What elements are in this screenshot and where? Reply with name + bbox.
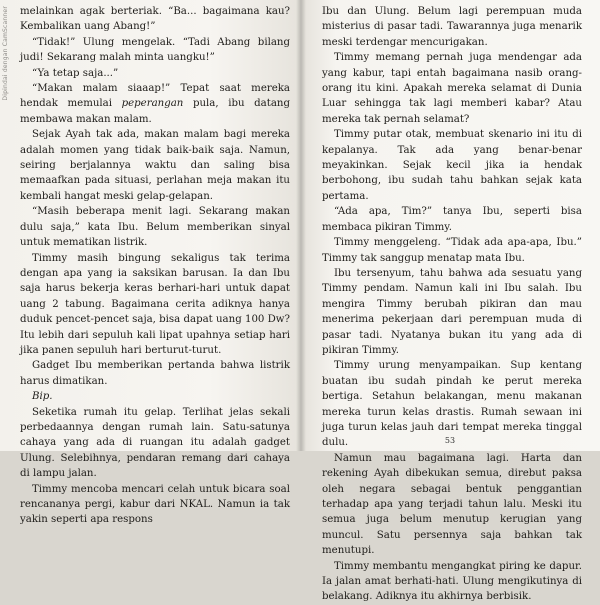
paragraph: Ibu dan Ulung. Belum lagi perempuan muda misterius di pasar tadi. Tawarannya juga menarik meski terdengar mencurigakan. <box>322 6 582 48</box>
paragraph: “Ya tetap saja...” <box>32 67 119 79</box>
paragraph <box>20 81 290 127</box>
italic-text-run: peperangan <box>121 98 184 110</box>
left-page <box>0 0 300 526</box>
paragraph: Bip. <box>32 391 53 403</box>
paragraph: Seketika rumah itu gelap. Terlihat jelas sekali perbedaannya dengan rumah lain. Satu-satunya cahaya yang ada di ruangan itu adalah gadget Ulung. Selebihnya, pendaran remang dari cahaya di lampu jalan. <box>20 406 290 480</box>
paragraph: Gadget Ibu memberikan pertanda bahwa listrik harus dimatikan. <box>20 360 290 387</box>
paragraph: “Ada apa, Tim?” tanya Ibu, seperti bisa membaca pikiran Timmy. <box>322 206 582 233</box>
paragraph: Timmy menggeleng. “Tidak ada apa-apa, Ibu.” Timmy tak sanggup menatap mata Ibu. <box>322 237 582 264</box>
paragraph: Timmy memang pernah juga mendengar ada yang kabur, tapi entah bagaimana nasib orang-orang itu kini. Apakah mereka selamat di Dunia Luar sehingga tak lagi memberi kabar? Atau mereka tak pernah selamat? <box>322 52 582 125</box>
paragraph: Namun mau bagaimana lagi. Harta dan rekening Ayah dibekukan semua, direbut paksa oleh negara sebagai bentuk penggantian terhadap apa yang terjadi tahun lalu. Meski itu semua juga belum menutup kerugian yang muncul. Satu persennya saja bahkan tak menutupi. <box>322 452 582 557</box>
paragraph: Timmy masih bingung sekaligus tak terima dengan apa yang ia saksikan barusan. Ia dan Ibu saja harus bekerja keras berhari-hari untuk dapat uang 2 tabung. Bagaimana cerita adiknya hanya duduk pencet-pencet saja, bisa dapat uang 100 Dw? Itu lebih dari sepuluh kali lipat upahnya setiap hari jika panen sepuluh hari berturut-turut. <box>20 252 290 356</box>
right-page <box>300 0 600 603</box>
paragraph: Timmy putar otak, membuat skenario ini itu di kepalanya. Tak ada yang benar-benar meyakinkan. Sejak kecil jika ia hendak berbohong, ibu sudah tahu bahkan sejak kata pertama. <box>322 129 582 202</box>
text-run: “Makan malam siaaap!” Tepat saat mereka hendak memulai <box>20 83 290 110</box>
paragraph: Sejak Ayah tak ada, makan malam bagi mereka adalah momen yang tidak baik-baik saja. Namun, seiring berjalannya waktu dan saling bisa memaafkan pada situasi, perlahan meja makan itu kembali hangat meski gelap-gelapan. <box>20 129 290 202</box>
paragraph: “Tidak!” Ulung mengelak. “Tadi Abang bilang judi! Sekarang malah minta uangku!” <box>20 36 290 64</box>
paragraph: Timmy mencoba mencari celah untuk bicara soal rencananya pergi, kabur dari NKAL. Namun ia tak yakin seperti apa respons <box>20 483 290 526</box>
paragraph: Timmy membantu mengangkat piring ke dapur. Ia jalan amat berhati-hati. Ulung mengikutinya di belakang. Adiknya itu akhirnya berbisik. <box>322 560 582 603</box>
paragraph: “Masih beberapa menit lagi. Sekarang makan dulu saja,” kata Ibu. Belum memberikan sinyal untuk mematikan listrik. <box>20 206 290 249</box>
scanner-watermark: Dipindai dengan CamScanner <box>2 6 9 101</box>
paragraph: Timmy urung menyampaikan. Sup kentang buatan ibu sudah pindah ke perut mereka bertiga. Setahun belakangan, menu makanan mereka turun kelas drastis. Rumah sewaan ini juga turun kelas jauh dari tempat mereka tinggal dulu. <box>322 360 582 449</box>
text-run: pula, ibu datang membawa makan malam. <box>20 98 290 125</box>
paragraph: melainkan agak berteriak. “Ba... bagaimana kau? Kembalikan uang Abang!” <box>20 6 290 33</box>
page-number: 53 <box>444 436 456 445</box>
paragraph: Ibu tersenyum, tahu bahwa ada sesuatu yang Timmy pendam. Namun kali ini Ibu salah. Ibu mengira Timmy berubah pikiran dan mau menerima pekerjaan dari perempuan muda di pasar tadi. Nyatanya bukan itu yang ada di pikiran Timmy. <box>322 267 582 356</box>
